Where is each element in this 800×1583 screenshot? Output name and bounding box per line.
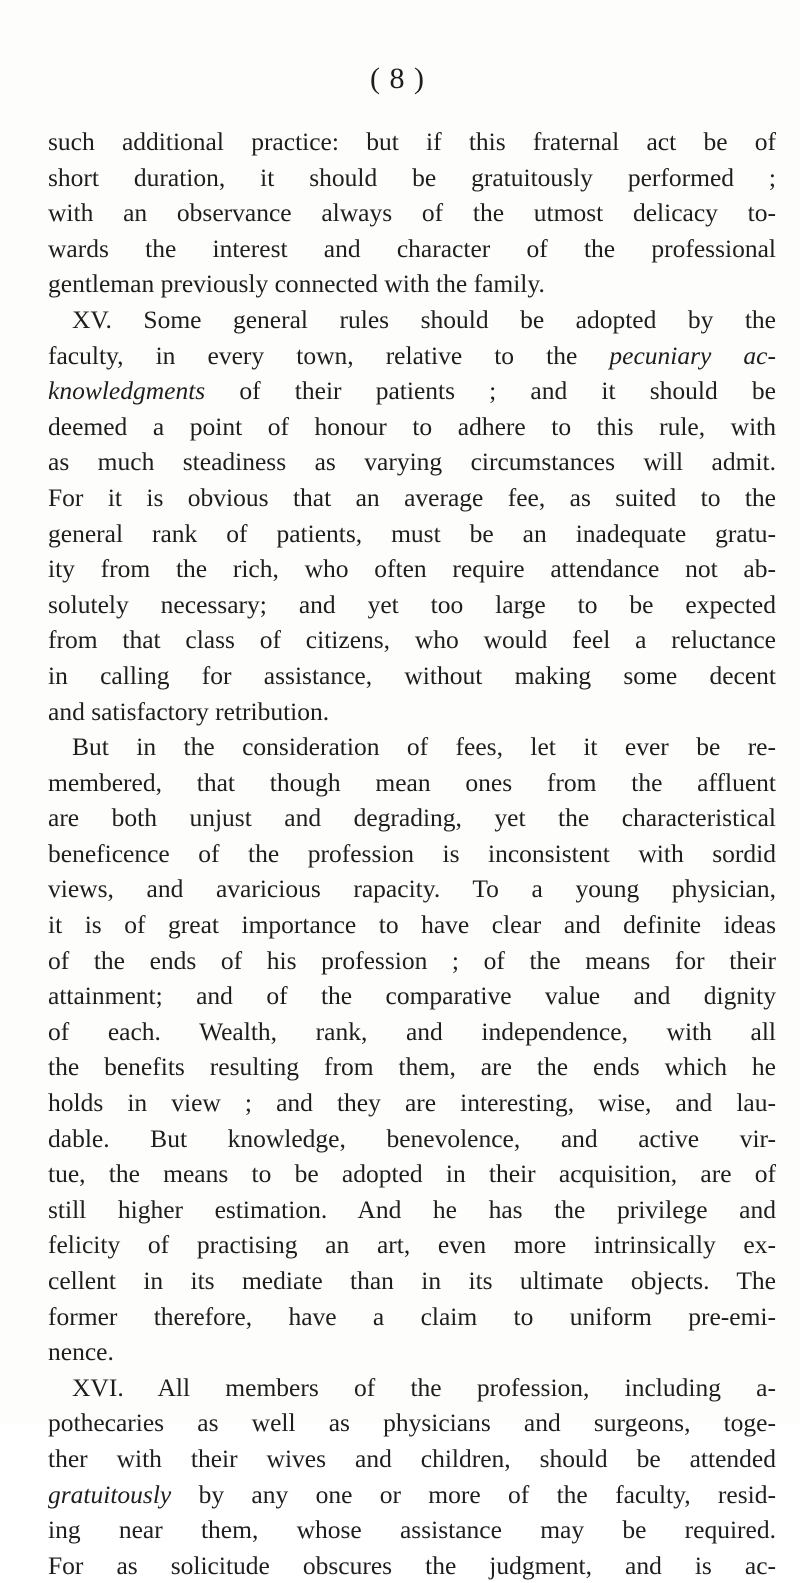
text-line: views, and avaricious rapacity. To a young physician, [48,874,776,904]
text-line: of each. Wealth, rank, and independence, with all [48,1016,776,1046]
text-line [48,551,776,587]
text-line [48,1477,776,1513]
text-segment: of their patients ; and it should be [205,376,776,406]
text-line [48,444,776,480]
text-segment: by any one or more of the faculty, resid- [171,1479,776,1509]
text-segment: as much steadiness as varying circumstances will admit. [48,447,776,477]
text-line [48,516,776,552]
text-line: dable. But knowledge, benevolence, and active vir- [48,1123,776,1153]
text-line: nence. [48,1337,114,1367]
text-line: with an observance always of the utmost delicacy to- [48,198,776,228]
text-line: wards the interest and character of the professional [48,233,776,263]
text-segment: and satisfactory retribution. [48,696,330,726]
text-line [48,373,776,409]
text-segment: faculty, in every town, relative to the [48,340,610,370]
text-line [48,1405,776,1441]
text-segment: knowledgments [48,376,206,406]
text-line: beneficence of the profession is inconsistent with sordid [48,838,776,868]
text-segment: For it is obvious that an average fee, as suited to the [48,482,776,512]
text-line: the benefits resulting from them, are the ends which he [48,1052,776,1082]
text-line [48,1548,776,1583]
paragraph [48,124,776,302]
text-segment: XV. Some general rules should be adopted by the [72,304,776,334]
text-line [48,302,776,338]
text-line [48,480,776,516]
text-segment: ther with their wives and children, should be attended [48,1443,776,1473]
text-segment: general rank of patients, must be an inadequate gratu- [48,518,776,548]
text-segment: solutely necessary; and yet too large to be expected [48,589,776,619]
body-text [48,124,776,1583]
text-line: are both unjust and degrading, yet the characteristical [48,803,776,833]
text-line: But in the consideration of fees, let it ever be re- [72,732,776,762]
text-segment: from that class of citizens, who would feel a reluctance [48,625,776,655]
text-line: tue, the means to be adopted in their acquisition, are of [48,1159,776,1189]
text-line: cellent in its mediate than in its ultimate objects. The [48,1266,776,1295]
text-line [48,1441,776,1477]
text-line [48,622,776,658]
text-line: such additional practice: but if this fraternal act be of [48,127,776,156]
text-line: holds in view ; and they are interesting, wise, and lau- [48,1088,776,1118]
text-segment: ing near them, whose assistance may be required. [48,1515,776,1545]
text-line: of the ends of his profession ; of the means for their [48,945,776,975]
text-line [48,1512,776,1548]
text-line: gentleman previously connected with the family. [48,269,545,299]
paragraph [48,1370,776,1583]
text-line: membered, that though mean ones from the affluent [48,767,776,797]
text-line: short duration, it should be gratuitously performed ; [48,162,776,192]
text-line: attainment; and of the comparative value and dignity [48,981,776,1011]
text-segment: pothecaries as well as physicians and surgeons, toge- [48,1408,776,1438]
text-line: former therefore, have a claim to uniform pre-emi- [48,1301,776,1331]
text-line: it is of great importance to have clear and definite ideas [48,910,776,940]
text-line [48,1370,776,1406]
paragraph [48,729,776,1370]
text-segment: For as solicitude obscures the judgment, and is ac- [48,1550,776,1580]
text-line [48,658,776,694]
page-number: ( 8 ) [370,62,425,95]
text-segment: pecuniary ac- [609,340,776,370]
text-line [48,587,776,623]
text-segment: in calling for assistance, without making some decent [48,660,776,690]
text-segment: deemed a point of honour to adhere to this rule, with [48,411,776,441]
text-segment: XVI. All members of the profession, including a- [72,1372,776,1402]
text-line: still higher estimation. And he has the privilege and [48,1194,776,1224]
paragraph [48,302,776,729]
text-segment: ity from the rich, who often require attendance not ab- [48,554,776,584]
text-line [48,409,776,445]
text-line: felicity of practising an art, even more intrinsically ex- [48,1230,776,1260]
text-line [48,338,776,374]
text-segment: gratuitously [48,1479,172,1509]
text-line [48,694,776,730]
